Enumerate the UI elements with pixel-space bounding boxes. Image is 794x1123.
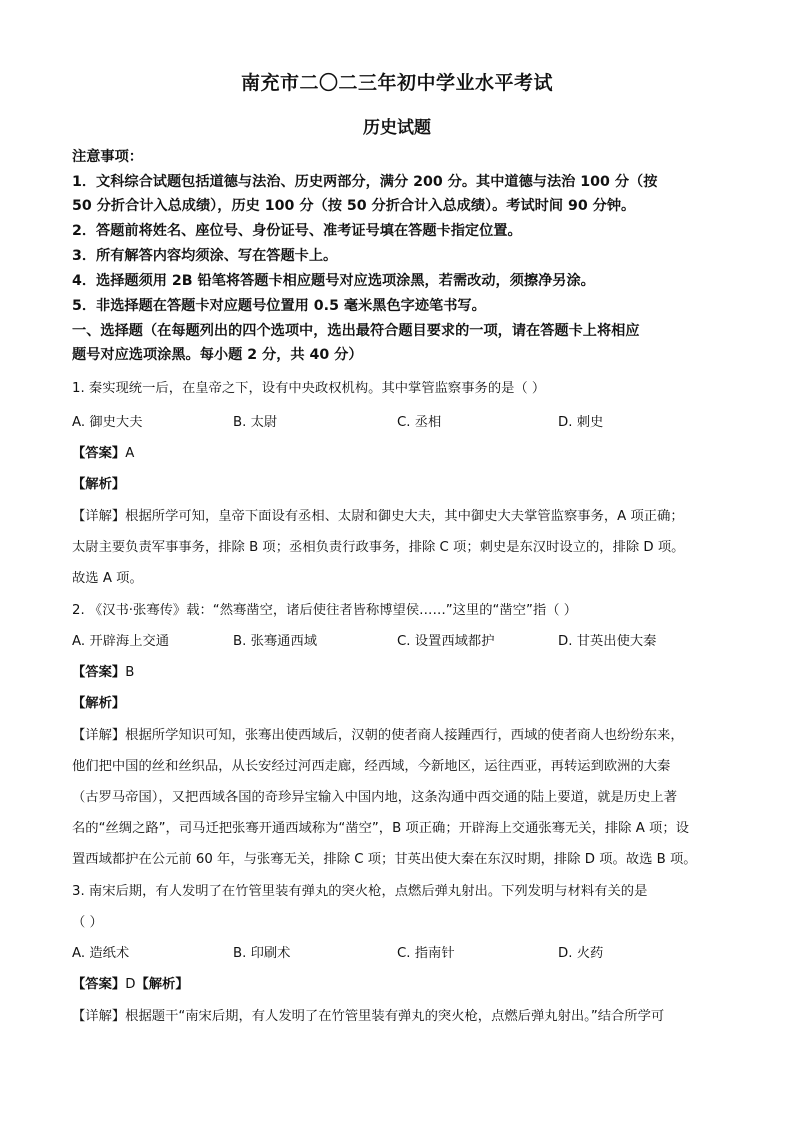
exam-title: 南充市二〇二三年初中学业水平考试: [240, 72, 553, 94]
section-heading-cont: 题号对应选项涂黑。每小题 2 分，共 40 分）: [72, 347, 363, 363]
answer-value: A: [125, 446, 135, 461]
option-b: B. 印刷术: [233, 946, 291, 961]
option-a: A. 开辟海上交通: [72, 634, 170, 649]
option-c: C. 指南针: [397, 946, 455, 961]
detail-line: 【详解】根据所学可知，皇帝下面设有丞相、太尉和御史大夫，其中御史大夫掌管监察事务，A 项正确；: [72, 509, 684, 524]
option-a: A. 造纸术: [72, 946, 130, 961]
answer-line: [72, 975, 722, 995]
detail-line: 他们把中国的丝和丝织品，从长安经过河西走廊，经西域，今新地区，运往西亚，再转运到欧洲的大秦: [72, 759, 671, 774]
section-heading: 一、选择题（在每题列出的四个选项中，选出最符合题目要求的一项，请在答题卡上将相应: [72, 323, 640, 339]
note-line: 5．非选择题在答题卡对应题号位置用 0.5 毫米黑色字迹笔书写。: [72, 298, 486, 314]
question-stem: 2. 《汉书·张骞传》载：“然骞凿空，诸后使往者皆称博望侯……”这里的“凿空”指（ ）: [72, 603, 578, 618]
question-stem: 3. 南宋后期，有人发明了在竹管里装有弹丸的突火枪，点燃后弹丸射出。下列发明与材料有关的是: [72, 884, 648, 899]
detail-line: 太尉主要负责军事事务，排除 B 项；丞相负责行政事务，排除 C 项；刺史是东汉时设立的，排除 D 项。: [72, 540, 685, 555]
answer-label: 【答案】: [72, 446, 126, 461]
option-b: B. 太尉: [233, 415, 278, 430]
note-line: 1．文科综合试题包括道德与法治、历史两部分，满分 200 分。其中道德与法治 100 分（按: [72, 174, 658, 190]
detail-line: 故选 A 项。: [72, 571, 143, 586]
detail-line: （古罗马帝国），又把西域各国的奇珍异宝输入中国内地，这条沟通中西交通的陆上要道，就是历史上著: [72, 790, 678, 805]
detail-line: 置西域都护在公元前 60 年，与张骞无关，排除 C 项；甘英出使大秦在东汉时期，排除 D 项。故选 B 项。: [72, 852, 697, 867]
option-d: D. 刺史: [558, 415, 604, 430]
option-b: B. 张骞通西域: [233, 634, 318, 649]
answer-value: B: [125, 665, 135, 680]
option-a: A. 御史大夫: [72, 415, 143, 430]
option-c: C. 丞相: [397, 415, 442, 430]
answer-line: [72, 663, 722, 683]
note-line: 2．答题前将姓名、座位号、身份证号、准考证号填在答题卡指定位置。: [72, 223, 522, 239]
detail-line: 【详解】根据所学知识可知，张骞出使西域后，汉朝的使者商人接踵西行，西域的使者商人也纷纷东来，: [72, 728, 684, 743]
analysis-label: 【解析】: [72, 477, 126, 492]
notes-heading: 注意事项：: [72, 149, 143, 165]
detail-line: 名的“丝绸之路”，司马迁把张骞开通西域称为“凿空”，B 项正确；开辟海上交通张骞无关，排除 A 项；设: [72, 821, 689, 836]
note-line: 4．选择题须用 2B 铅笔将答题卡相应题号对应选项涂黑，若需改动，须擦净另涂。: [72, 273, 595, 289]
analysis-label: 【解析】: [72, 696, 126, 711]
answer-label: 【答案】: [72, 977, 126, 992]
answer-line: [72, 444, 722, 464]
answer-value: D: [125, 977, 136, 992]
question-stem-cont: （ ）: [72, 915, 103, 930]
option-c: C. 设置西域都护: [397, 634, 495, 649]
analysis-label: 【解析】: [135, 977, 189, 992]
detail-line: 【详解】根据题干“南宋后期，有人发明了在竹管里装有弹丸的突火枪，点燃后弹丸射出。”结合所学可: [72, 1009, 665, 1024]
note-line: 50 分折合计入总成绩），历史 100 分（按 50 分折合计入总成绩）。考试时间 90 分钟。: [72, 198, 636, 214]
option-d: D. 甘英出使大秦: [558, 634, 657, 649]
exam-subtitle: 历史试题: [363, 118, 431, 138]
option-d: D. 火药: [558, 946, 604, 961]
answer-label: 【答案】: [72, 665, 126, 680]
question-stem: 1. 秦实现统一后，在皇帝之下，设有中央政权机构。其中掌管监察事务的是（ ）: [72, 381, 546, 396]
note-line: 3．所有解答内容均须涂、写在答题卡上。: [72, 248, 338, 264]
